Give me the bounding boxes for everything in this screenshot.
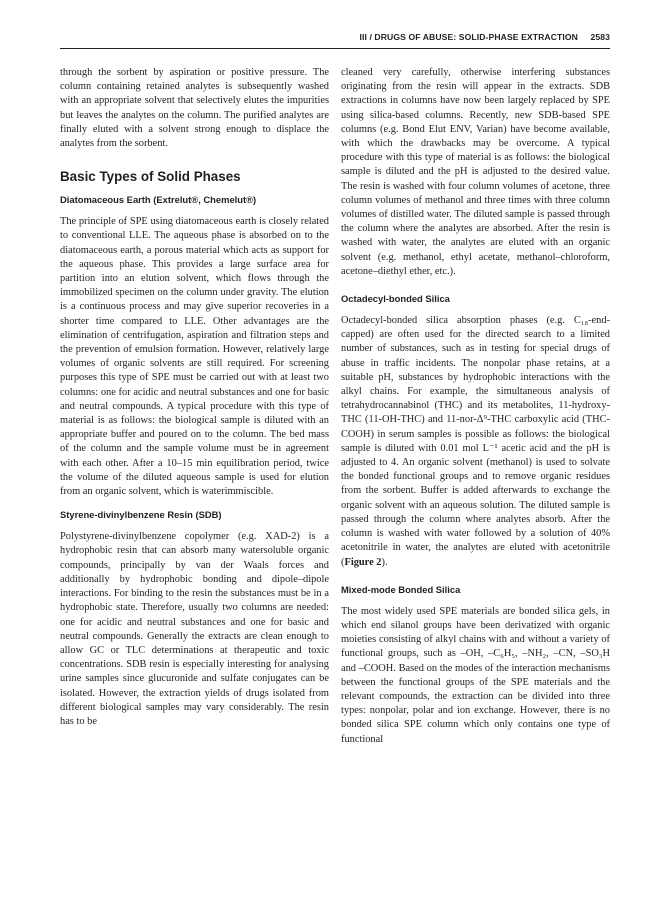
subsection-heading-mixed-mode-silica: Mixed-mode Bonded Silica <box>341 583 461 595</box>
sdb-resin-paragraph: Polystyrene-divinylbenzene copolymer (e.g. XAD-2) is a hydrophobic resin that can absorb many watersoluble organic compounds, principally by van der Waals forces and additionally by hydrophobic bonding and dipole–dipole interactions. For binding to the resin the substances must be in a hydrophobic state. Therefore, usually two columns are needed: one for acidic and neutral substances and one for basic and neutral compounds. Generally the extracts are clean enough to allow GC or TLC determinations at therapeutic and toxic concentrations. SDB resin is especially interesting for analysing urine samples since glucuronide and sulfate conjugates can be isolated. However, the extraction yields of drugs isolated from different biological samples may vary considerably. The resin has to be <box>60 531 329 727</box>
sdb-continuation-paragraph: cleaned very carefully, otherwise interfering substances originating from the resin will appear in the extracts. SDB extractions in columns have now been largely replaced by SPE using silica-based columns. Recently, new SDB-based SPE columns (e.g. Bond Elut ENV, Varian) have become available, with which the drawbacks may be overcome. A typical procedure with this type of material is as follows: the biological sample is diluted and the pH is adjusted to the desired value. The resin is washed with four column volumes of acetone, three column volumes of methanol and three times with three column volumes of distilled water. The diluted sample is passed through the column where the analytes are absorbed. After the resin is washed with water, the analytes are eluted with an organic solvent (e.g. methanol, ethyl acetate, methanol–chloroform, acetone–diethyl ether, etc.). <box>341 67 610 277</box>
diatomaceous-earth-paragraph: The principle of SPE using diatomaceous earth is closely related to conventional LLE. The aqueous phase is absorbed on to the diatomaceous earth, a porous material which acts as support for the aqueous phase. This provides a large surface area for partition into an elution solvent, which flows through the immobilized specimen on the column under gravity. The elution is a continuous process and may give superior recoveries in a shorter time compared to LLE. Other advantages are the elimination of centrifugation, aspiration and filtration steps and the prevention of emulsion formation. However, relatively large volumes of organic solvents are still required. For screening purposes this type of SPE must be carried out with at least two columns: one for acidic and neutral substances and one for basic and neutral compounds. A typical procedure with this type of material is as follows: the biological sample is diluted with an appropriate buffer and poured on to the column. The bed mass of the column and the sample volume must be in agreement with each other. After a 10–15 min equilibration period, twice the volume of the diluted aqueous sample is used for elution from an organic solvent, which is waterimmiscible. <box>60 216 329 498</box>
page-number: 2583 <box>590 32 610 42</box>
octadecyl-text-part-b: ). <box>381 556 388 568</box>
running-header <box>340 32 610 46</box>
header-rule <box>60 48 610 49</box>
intro-paragraph: through the sorbent by aspiration or positive pressure. The column containing retained analytes is subsequently washed with an appropriate solvent that selectively elutes the impurities but leaves the analytes on the column. The purified analytes are finally eluted with a solvent strong enough to displace the analytes from the sorbent. <box>60 67 329 150</box>
figure-2-reference[interactable]: Figure 2 <box>344 556 382 568</box>
section-heading-basic-types: Basic Types of Solid Phases <box>60 169 241 185</box>
mixed-mode-silica-paragraph: The most widely used SPE materials are bonded silica gels, in which end silanol groups have been derivatized with organic moieties consisting of alkyl chains with and without a variety of functional groups, such as –OH, –C₆H₅, –NH₂, –CN, –SO₃H and –COOH. Based on the modes of the interaction mechanisms between the functional groups of the SPE materials and the relevant compounds, the extraction can be divided into three types: nonpolar, polar and ion exchange. However, there is no bonded silica SPE column which only contains one type of functional <box>341 605 610 745</box>
running-header-title: III / DRUGS OF ABUSE: SOLID-PHASE EXTRACTION <box>359 32 578 42</box>
octadecyl-silica-paragraph <box>341 314 610 570</box>
left-column <box>60 66 329 886</box>
right-column <box>341 66 610 886</box>
octadecyl-text-part-a: Octadecyl-bonded silica absorption phases (e.g. C₁₈-end-capped) are often used for the directed search to a limited number of substances, such as in testing for special drugs of abuse in traffic incidents. The nonpolar phase retains, at a suitable pH, substances by hydrophobic interactions with the alkyl chains. For example, the simultaneous analysis of tetrahydrocannabinol (THC) and its metabolites, 11-hydroxy-THC (11-OH-THC) and 11-nor-Δ⁹-THC carboxylic acid (THC-COOH) in serum samples is possible as follows: the biological sample is diluted with 0.01 mol L⁻¹ acetic acid and the pH is adjusted to 4. An organic solvent (methanol) is used to solvate the bonded functional groups and to remove organic residues from the sorbent. Buffer is added afterwards to exchange the organic solvent with an aqueous solution. The diluted sample is passed through the column where analytes absorb. After the column is washed with water followed by a solution of 40% acetonitrile in water, the analytes are eluted with acetonitrile ( <box>341 315 610 568</box>
subsection-heading-sdb-resin: Styrene-divinylbenzene Resin (SDB) <box>60 509 222 521</box>
subsection-heading-octadecyl-silica: Octadecyl-bonded Silica <box>341 293 450 305</box>
subsection-heading-diatomaceous-earth: Diatomaceous Earth (Extrelut®, Chemelut®) <box>60 194 257 206</box>
